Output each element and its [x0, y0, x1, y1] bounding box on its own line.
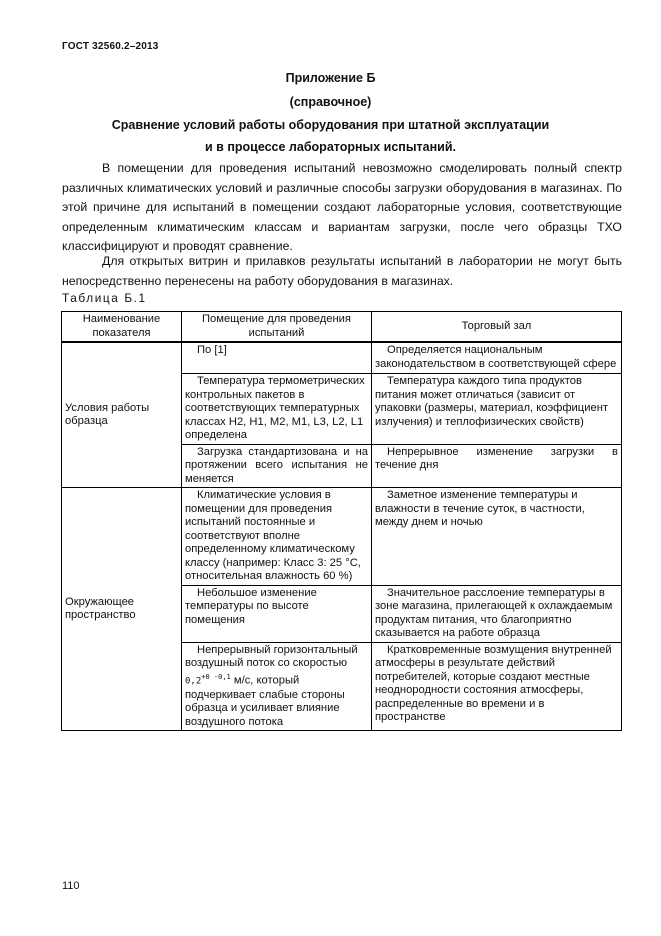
table-cell-airflow — [182, 642, 372, 731]
table-cell: Температура термометрических контрольных пакетов в соответствующих температурных классах H2, H1, M2, M1, L3, L2, L1 определена — [182, 374, 372, 445]
table-cell: Температура каждого типа продуктов питания может отличаться (зависит от упаковки (размеры, материал, коэффициент излучения) и теплофизических свойств) — [372, 374, 622, 445]
table-cell: Загрузка стандартизована и на протяжении всего испытания не меняется — [182, 444, 372, 488]
table-cell: Кратковременные возмущения внутренней атмосферы в результате действий потребителей, которые создают местные неоднородности состояния атмосферы, распределенные во времени и в пространстве — [372, 642, 622, 731]
appendix-subtitle: (справочное) — [289, 95, 372, 109]
row-label-environment: Окружающее пространство — [62, 488, 182, 731]
page-number: 110 — [62, 880, 80, 892]
table-cell: Определяется национальным законодательством в соответствующей сфере — [372, 342, 622, 374]
table-cell: Климатические условия в помещении для проведения испытаний постоянные и соответствуют вполне определенному климатическому классу (например: Класс 3: 25 °С, относительная влажность 60 %) — [182, 488, 372, 586]
row-label-operating-conditions: Условия работы образца — [62, 342, 182, 488]
paragraph-2: Для открытых витрин и прилавков результаты испытаний в лаборатории не могут быть непосредственно перенесены на работу оборудования в магазинах. — [62, 254, 622, 288]
comparison-table — [61, 311, 622, 731]
paragraph-1: В помещении для проведения испытаний невозможно смоделировать полный спектр различных климатических условий и различные способы загрузки оборудования в магазинах. По этой причине для испытаний в помещении создают лабораторные условия, соответствующие определенным климатическим классам и вариантам загрузки, после чего образцы ТХО классифицируют и проводят сравнение. — [62, 161, 622, 253]
table-cell: Небольшое изменение температуры по высоте помещения — [182, 585, 372, 642]
table-cell: Заметное изменение температуры и влажности в течение суток, в частности, между днем и ночью — [372, 488, 622, 586]
table-cell: По [1] — [182, 342, 372, 374]
airflow-text-before: Непрерывный горизонтальный воздушный поток со скоростью — [185, 643, 358, 669]
appendix-title: Приложение Б — [285, 71, 376, 85]
header-indicator-name: Наименование показателя — [62, 312, 182, 343]
table-row — [62, 488, 622, 586]
airflow-speed-value: 0,2 — [185, 676, 202, 687]
appendix-heading-line1: Сравнение условий работы оборудования при штатной эксплуатации — [111, 118, 550, 132]
table-cell: Непрерывное изменение загрузки в течение дня — [372, 444, 622, 488]
appendix-heading-line2: и в процессе лабораторных испытаний. — [205, 140, 456, 154]
table-caption: Таблица Б.1 — [62, 291, 147, 305]
table-row — [62, 342, 622, 374]
header-test-room: Помещение для проведения испытаний — [182, 312, 372, 343]
airflow-speed-tolerance: +0 -0,1 — [201, 672, 231, 681]
document-header: ГОСТ 32560.2–2013 — [62, 41, 159, 52]
table-cell: Значительное расслоение температуры в зоне магазина, прилегающей к охлаждаемым продуктам питания, что благоприятно сказывается на работе образца — [372, 585, 622, 642]
header-trade-hall: Торговый зал — [372, 312, 622, 343]
airflow-text-after: м/с, который подчеркивает слабые стороны образца и усиливает влияние воздушного потока — [185, 674, 345, 728]
table-header-row — [62, 312, 622, 343]
